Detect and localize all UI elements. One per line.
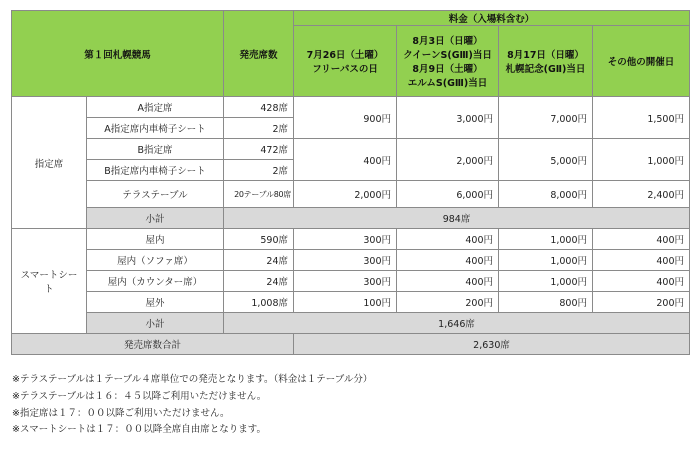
- row-b-wheel-name: B指定席内車椅子シート: [87, 160, 224, 181]
- smart-subtotal-label: 小計: [87, 313, 224, 334]
- row-b-seat-name: B指定席: [87, 139, 224, 160]
- smart-price-aug17: 800円: [499, 292, 593, 313]
- a-price-jul26: 900円: [294, 97, 397, 139]
- terrace-price-other: 2,400円: [593, 181, 690, 208]
- row-b-wheel-count: 2席: [224, 160, 294, 181]
- smart-price-aug3-9: 400円: [397, 271, 499, 292]
- a-price-aug17: 7,000円: [499, 97, 593, 139]
- header-col-aug9-event: エルムS(GⅢ)当日: [407, 78, 488, 89]
- category-shitei: 指定席: [12, 97, 87, 229]
- b-price-aug17: 5,000円: [499, 139, 593, 181]
- terrace-price-aug3-9: 6,000円: [397, 181, 499, 208]
- header-col-aug3-event: クイーンS(GⅢ)当日: [403, 50, 492, 61]
- b-price-other: 1,000円: [593, 139, 690, 181]
- header-col-aug3-date: 8月3日（日曜）: [412, 36, 483, 47]
- note-item: ※指定席は１７：００以降ご利用いただけません。: [12, 407, 230, 419]
- shitei-subtotal-value: 984席: [224, 208, 690, 229]
- header-col-jul26-event: フリーパスの日: [312, 64, 378, 75]
- notes-list: [12, 372, 372, 439]
- smart-price-other: 400円: [593, 250, 690, 271]
- smart-price-aug3-9: 400円: [397, 250, 499, 271]
- smart-price-other: 400円: [593, 271, 690, 292]
- a-price-other: 1,500円: [593, 97, 690, 139]
- smart-price-jul26: 300円: [294, 250, 397, 271]
- header-col-other: その他の開催日: [593, 26, 690, 97]
- b-price-jul26: 400円: [294, 139, 397, 181]
- row-a-seat-count: 428席: [224, 97, 294, 118]
- smart-row-count: 590席: [224, 229, 294, 250]
- header-fee-group: 料金（入場料含む）: [294, 11, 690, 26]
- smart-row-count: 24席: [224, 271, 294, 292]
- terrace-price-jul26: 2,000円: [294, 181, 397, 208]
- header-seat-count: 発売席数: [224, 11, 294, 97]
- smart-price-other: 400円: [593, 229, 690, 250]
- row-terrace-count: 20テーブル80席: [224, 181, 294, 208]
- smart-subtotal-value: 1,646席: [224, 313, 690, 334]
- row-terrace-name: テラステーブル: [87, 181, 224, 208]
- smart-price-aug17: 1,000円: [499, 229, 593, 250]
- row-a-seat-name: A指定席: [87, 97, 224, 118]
- seat-price-table: [11, 10, 690, 355]
- row-b-seat-count: 472席: [224, 139, 294, 160]
- smart-price-aug17: 1,000円: [499, 271, 593, 292]
- header-col-jul26-date: 7月26日（土曜）: [306, 50, 384, 61]
- note-item: ※テラステーブルは１６：４５以降ご利用いただけません。: [12, 390, 267, 402]
- smart-row-name: 屋内（ソファ席）: [87, 250, 224, 271]
- smart-row-name: 屋外: [87, 292, 224, 313]
- header-col-aug17: [499, 26, 593, 97]
- smart-price-jul26: 100円: [294, 292, 397, 313]
- header-col-aug9-date: 8月9日（土曜）: [412, 64, 483, 75]
- note-item: ※テラステーブルは１テーブル４席単位での発売となります。（料金は１テーブル分）: [12, 374, 373, 385]
- smart-price-aug3-9: 400円: [397, 229, 499, 250]
- smart-row-count: 1,008席: [224, 292, 294, 313]
- header-col-aug17-event: 札幌記念(GⅡ)当日: [505, 64, 586, 75]
- header-col-aug3-9: [397, 26, 499, 97]
- smart-price-other: 200円: [593, 292, 690, 313]
- smart-row-name: 屋内（カウンター席）: [87, 271, 224, 292]
- category-smart: スマートシート: [12, 229, 87, 334]
- note-item: ※スマートシートは１７：００以降全席自由席となります。: [12, 424, 267, 436]
- row-a-wheel-name: A指定席内車椅子シート: [87, 118, 224, 139]
- smart-row-count: 24席: [224, 250, 294, 271]
- total-label: 発売席数合計: [12, 334, 294, 355]
- row-a-wheel-count: 2席: [224, 118, 294, 139]
- smart-price-jul26: 300円: [294, 229, 397, 250]
- smart-row-name: 屋内: [87, 229, 224, 250]
- smart-price-aug3-9: 200円: [397, 292, 499, 313]
- shitei-subtotal-label: 小計: [87, 208, 224, 229]
- a-price-aug3-9: 3,000円: [397, 97, 499, 139]
- total-value: 2,630席: [294, 334, 690, 355]
- smart-price-aug17: 1,000円: [499, 250, 593, 271]
- smart-price-jul26: 300円: [294, 271, 397, 292]
- header-col-aug17-date: 8月17日（日曜）: [507, 50, 584, 61]
- terrace-price-aug17: 8,000円: [499, 181, 593, 208]
- header-seat-type: 第１回札幌競馬: [12, 11, 224, 97]
- header-col-jul26: [294, 26, 397, 97]
- b-price-aug3-9: 2,000円: [397, 139, 499, 181]
